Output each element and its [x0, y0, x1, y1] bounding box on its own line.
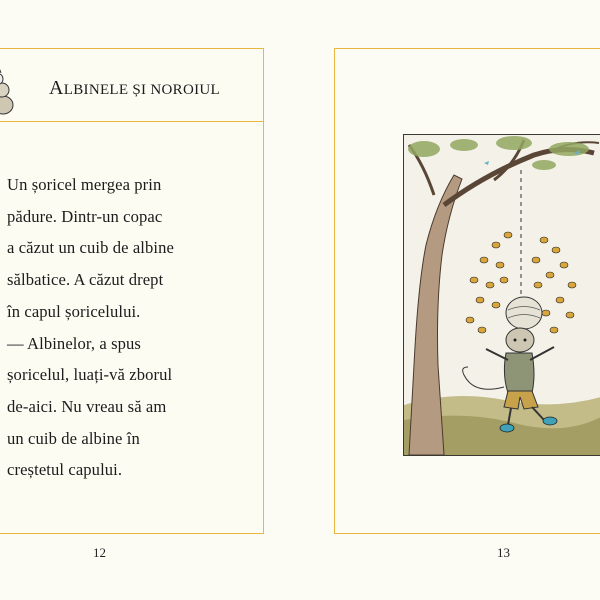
story-line: pădure. Dintr-un copac — [7, 206, 163, 226]
left-page-frame — [0, 48, 264, 534]
story-line: șoricelul, luați-vă zborul — [7, 365, 173, 385]
title-bar — [0, 49, 263, 122]
story-line: de-aici. Nu vreau să am — [7, 396, 167, 416]
story-line: sălbatice. A căzut drept — [7, 270, 164, 290]
story-text — [7, 169, 257, 486]
story-line: creștetul capului. — [7, 460, 123, 480]
page-number-left: 12 — [93, 545, 106, 560]
page-number-right: 13 — [497, 545, 510, 560]
mouse-vignette-icon — [0, 61, 17, 117]
story-line: un cuib de albine în — [7, 428, 140, 448]
story-line: în capul șoricelului. — [7, 301, 141, 321]
story-line: Un șoricel mergea prin — [7, 175, 162, 194]
story-line: a căzut un cuib de albine — [7, 238, 174, 258]
page-title: ALBINELE ȘI NOROIUL — [49, 77, 220, 99]
illustration-drawing — [404, 135, 600, 455]
mouse-with-beehive-illustration — [403, 134, 600, 456]
story-line: — Albinelor, a spus — [7, 333, 141, 353]
